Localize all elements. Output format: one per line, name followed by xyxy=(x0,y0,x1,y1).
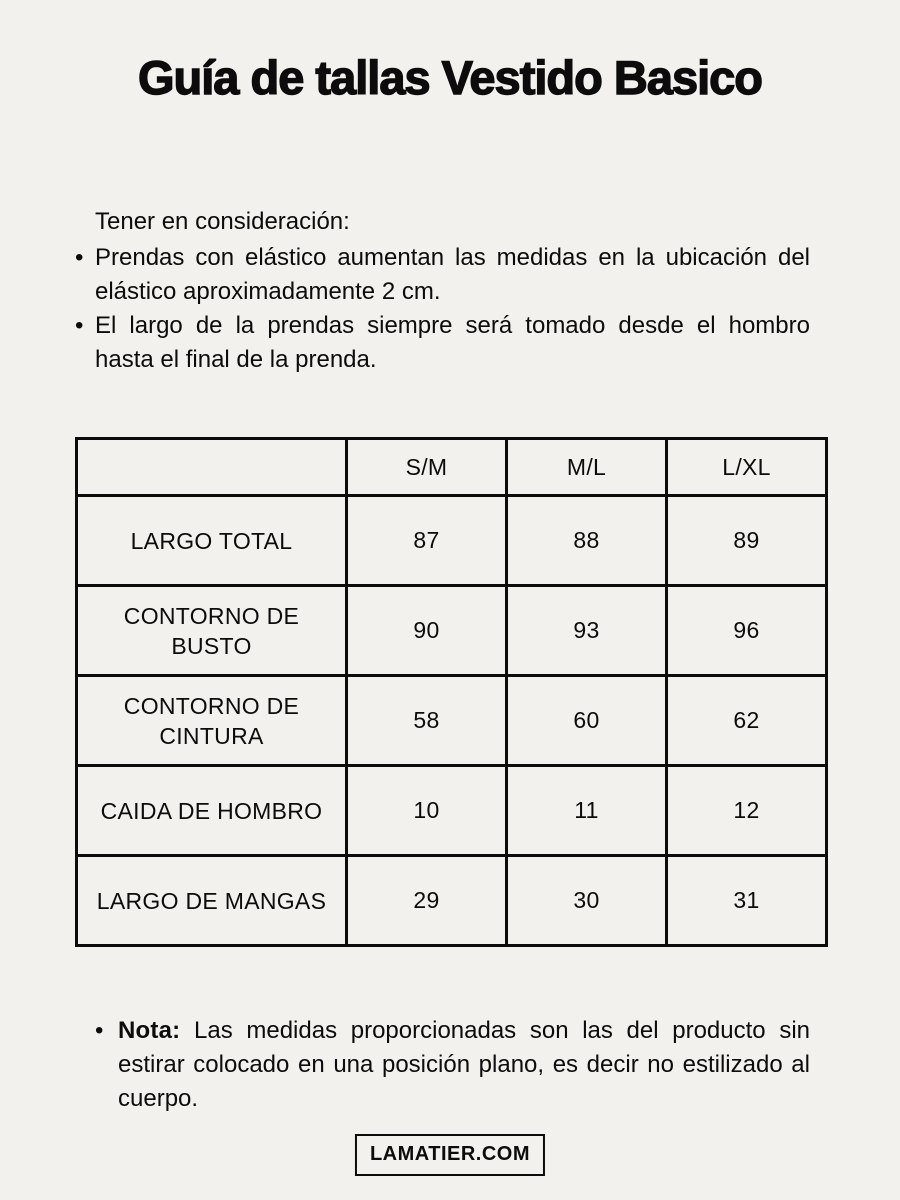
size-value: 60 xyxy=(507,676,667,766)
bullet-icon: • xyxy=(95,1017,104,1044)
size-value: 96 xyxy=(667,586,827,676)
column-header-lxl: L/XL xyxy=(667,439,827,496)
table-row xyxy=(77,676,827,766)
size-value: 58 xyxy=(347,676,507,766)
table-header-row xyxy=(77,439,827,496)
size-value: 12 xyxy=(667,766,827,856)
size-value: 87 xyxy=(347,496,507,586)
list-item xyxy=(75,241,810,309)
consideration-text: El largo de la prendas siempre será tomado desde el hombro hasta el final de la prenda. xyxy=(95,312,810,373)
size-value: 88 xyxy=(507,496,667,586)
row-label: CONTORNO DE BUSTO xyxy=(77,586,347,676)
size-table xyxy=(75,437,828,947)
size-value: 62 xyxy=(667,676,827,766)
row-label: LARGO DE MANGAS xyxy=(77,856,347,946)
size-value: 93 xyxy=(507,586,667,676)
size-value: 29 xyxy=(347,856,507,946)
column-header-ml: M/L xyxy=(507,439,667,496)
consideration-text: Prendas con elástico aumentan las medidas en la ubicación del elástico aproximadamente 2 cm. xyxy=(95,244,810,305)
considerations-section xyxy=(75,205,810,377)
bullet-icon: • xyxy=(75,244,84,271)
row-label: CONTORNO DE CINTURA xyxy=(77,676,347,766)
size-value: 11 xyxy=(507,766,667,856)
table-row xyxy=(77,766,827,856)
note-text: Las medidas proporcionadas son las del producto sin estirar colocado en una posición plano, es decir no estilizado al cuerpo. xyxy=(118,1017,810,1112)
table-row xyxy=(77,586,827,676)
table-corner-cell xyxy=(77,439,347,496)
row-label: CAIDA DE HOMBRO xyxy=(77,766,347,856)
note-section xyxy=(95,1014,810,1116)
row-label: LARGO TOTAL xyxy=(77,496,347,586)
size-value: 90 xyxy=(347,586,507,676)
considerations-heading: Tener en consideración: xyxy=(95,208,350,235)
page-title: Guía de tallas Vestido Basico xyxy=(137,51,763,104)
brand-badge xyxy=(355,1134,545,1176)
bullet-icon: • xyxy=(75,312,84,339)
size-value: 30 xyxy=(507,856,667,946)
size-value: 10 xyxy=(347,766,507,856)
size-value: 31 xyxy=(667,856,827,946)
note-label: Nota: xyxy=(118,1017,181,1044)
brand-text: LAMATIER.COM xyxy=(369,1143,531,1165)
table-row xyxy=(77,856,827,946)
size-value: 89 xyxy=(667,496,827,586)
list-item xyxy=(75,309,810,377)
column-header-sm: S/M xyxy=(347,439,507,496)
table-row xyxy=(77,496,827,586)
